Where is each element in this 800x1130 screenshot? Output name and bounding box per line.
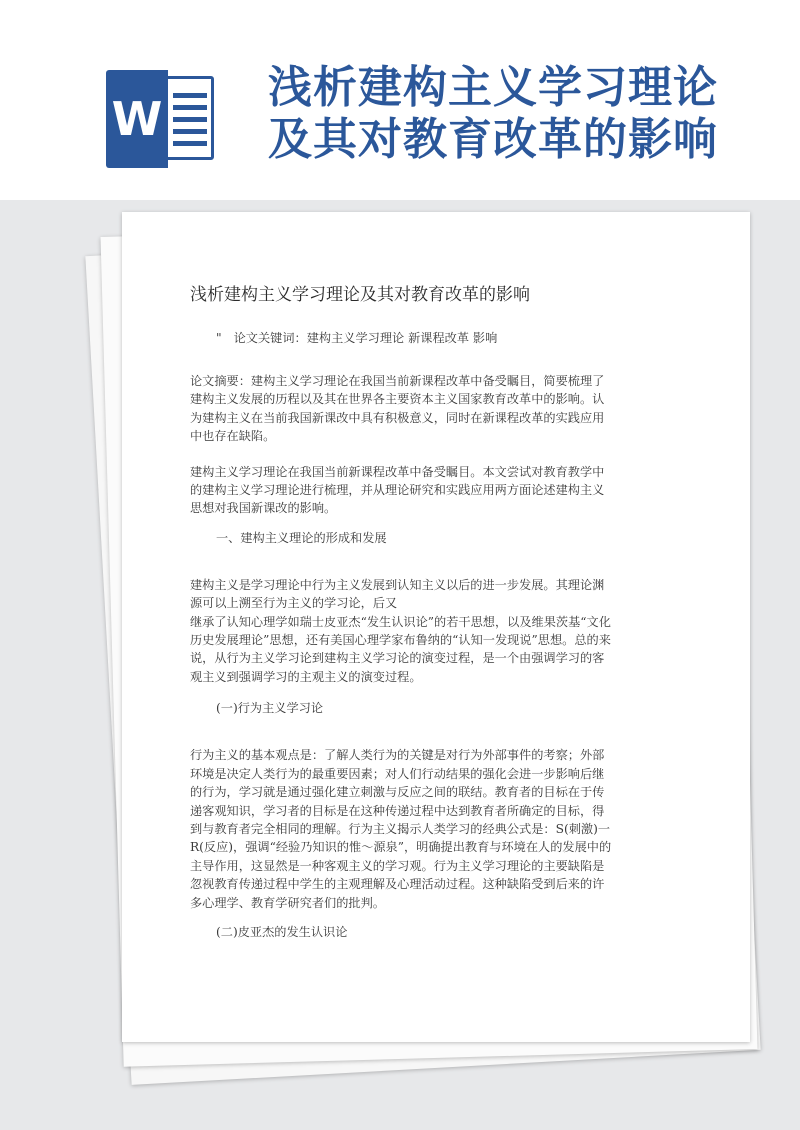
- text-line-graphic: [173, 141, 207, 146]
- section1-line: 继承了认知心理学如瑞士皮亚杰“发生认识论”的若干思想，以及维果茨基“文化: [190, 614, 611, 629]
- abstract-line: 论文摘要：建构主义学习理论在我国当前新课程改革中备受瞩目，简要梳理了: [190, 374, 605, 388]
- intro-line: 思想对我国新课改的影响。: [190, 501, 337, 516]
- subsection1-line: 主导作用，这显然是一种客观主义的学习观。行为主义学习理论的主要缺陷是: [190, 858, 605, 873]
- section1-line: 建构主义是学习理论中行为主义发展到认知主义以后的进一步发展。其理论渊: [190, 577, 605, 592]
- text-line-graphic: [173, 129, 207, 134]
- subsection1-line: 递客观知识，学习者的目标是在这种传递过程中达到教育者所确定的目标，得: [190, 803, 605, 818]
- subsection1-line: 的行为，学习就是通过强化建立刺激与反应之间的联结。教育者的目标在于传: [190, 785, 605, 800]
- banner-title: [268, 62, 788, 166]
- section-heading: 一、建构主义理论的形成和发展: [216, 530, 387, 545]
- section1-paragraph: [190, 576, 636, 686]
- section1-line: 源可以上溯至行为主义的学习论，后又: [190, 596, 398, 611]
- subsection-heading: (二)皮亚杰的发生认识论: [216, 924, 348, 939]
- subsection1-paragraph: [190, 746, 636, 912]
- subsection1-line: 忽视教育传递过程中学生的主观理解及心理活动过程。这种缺陷受到后来的许: [190, 877, 605, 892]
- intro-line: 建构主义学习理论在我国当前新课程改革中备受瞩目。本文尝试对教育教学中: [190, 464, 605, 479]
- subsection-heading: (一)行为主义学习论: [216, 701, 324, 716]
- word-document-icon: [106, 70, 216, 168]
- text-line-graphic: [173, 117, 207, 122]
- subsection1-line: 多心理学、教育学研究者们的批判。: [190, 895, 385, 910]
- banner: [0, 0, 800, 200]
- subsection1-line: 环境是决定人类行为的最重要因素；对人们行动结果的强化会进一步影响后继: [190, 766, 605, 781]
- abstract-paragraph: [190, 372, 636, 446]
- section1-line: 观主义到强调学习的主观主义的演变过程。: [190, 669, 422, 684]
- subsection1-line: R(反应)，强调“经验乃知识的惟～源泉”，明确提出教育与环境在人的发展中的: [190, 840, 612, 855]
- banner-title-line-2: 及其对教育改革的影响: [268, 114, 718, 165]
- text-line-graphic: [173, 93, 207, 98]
- abstract-line: 建构主义发展的历程以及其在世界各主要资本主义国家教育改革中的影响。认: [190, 392, 605, 407]
- intro-paragraph: [190, 463, 636, 518]
- word-logo-letter: W: [106, 70, 168, 168]
- intro-line: 的建构主义学习理论进行梳理，并从理论研究和实践应用两方面论述建构主义: [190, 483, 605, 498]
- abstract-line: 中也存在缺陷。: [190, 429, 276, 444]
- keywords-line: [216, 328, 636, 348]
- section1-line: 说，从行为主义学习论到建构主义学习论的演变过程，是一个由强调学习的客: [190, 651, 605, 666]
- subsection1-line: 行为主义的基本观点是：了解人类行为的关键是对行为外部事件的考察；外部: [190, 748, 605, 763]
- banner-title-line-1: 浅析建构主义学习理论: [268, 62, 718, 113]
- document-body: [190, 278, 636, 970]
- keywords-text: 论文关键词：建构主义学习理论 新课程改革 影响: [233, 331, 498, 345]
- abstract-line: 为建构主义在当前我国新课改中具有积极意义，同时在新课程改革的实践应用: [190, 410, 605, 425]
- document-title: 浅析建构主义学习理论及其对教育改革的影响: [190, 285, 530, 305]
- section1-line: 历史发展理论”思想，还有美国心理学家布鲁纳的“认知一发现说”思想。总的来: [190, 633, 611, 648]
- keywords-mark: ": [216, 331, 222, 345]
- text-line-graphic: [173, 105, 207, 110]
- subsection1-line: 到与教育者完全相同的理解。行为主义揭示人类学习的经典公式是：S(刺激)一: [190, 821, 611, 836]
